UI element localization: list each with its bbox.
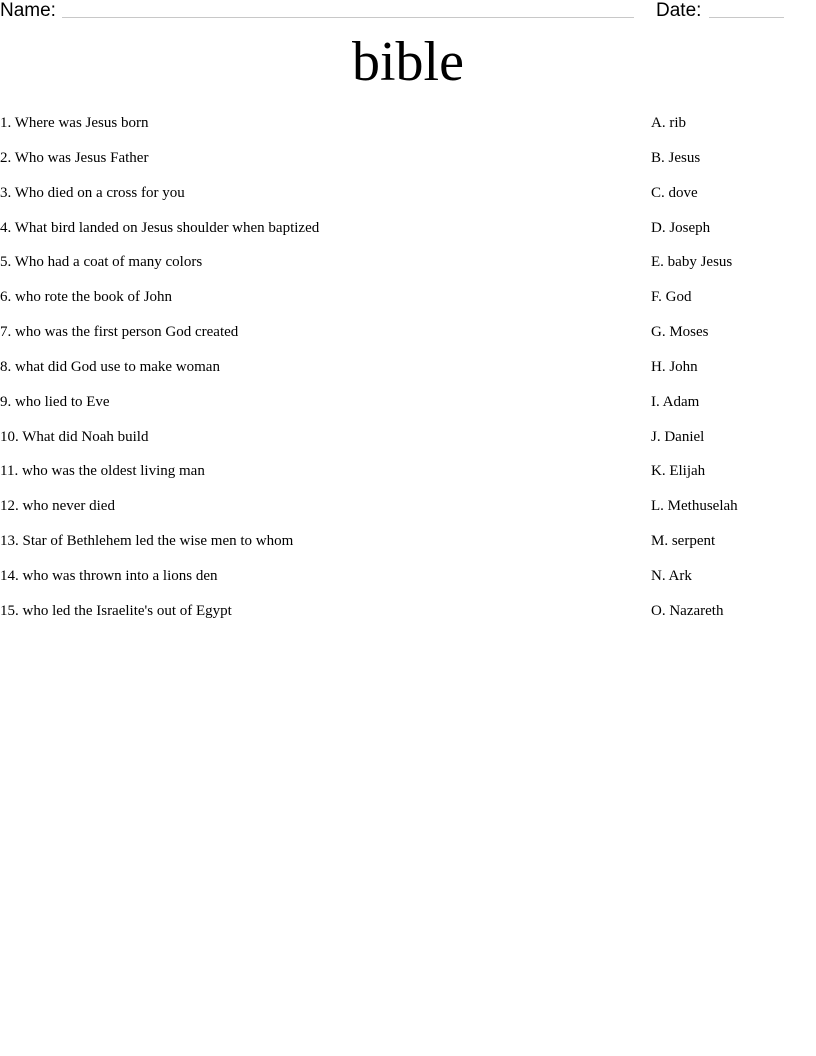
answer-item: O. Nazareth: [651, 602, 724, 619]
answer-item: E. baby Jesus: [651, 254, 733, 271]
answer-item: I. Adam: [651, 393, 700, 410]
question-item: 7. who was the first person God created: [0, 324, 239, 341]
answer-item: L. Methuselah: [651, 498, 738, 515]
answer-item: C. dove: [651, 184, 698, 201]
question-item: 5. Who had a coat of many colors: [0, 254, 203, 271]
question-item: 6. who rote the book of John: [0, 289, 173, 306]
questions-list: [0, 113, 319, 636]
question-item: 10. What did Noah build: [0, 428, 149, 445]
answer-item: G. Moses: [651, 324, 709, 341]
answer-item: B. Jesus: [651, 149, 701, 166]
answer-item: A. rib: [651, 115, 686, 131]
worksheet-title: bible: [352, 31, 464, 93]
answer-item: F. God: [651, 289, 692, 306]
question-item: 9. who lied to Eve: [0, 393, 110, 410]
question-item: 13. Star of Bethlehem led the wise men to whom: [0, 533, 294, 550]
name-blank-line: [62, 17, 634, 18]
question-item: 15. who led the Israelite's out of Egypt: [0, 602, 232, 619]
question-item: 4. What bird landed on Jesus shoulder when baptized: [0, 219, 320, 236]
question-item: 1. Where was Jesus born: [0, 115, 149, 131]
worksheet-header: [0, 0, 816, 24]
date-label: Date:: [656, 0, 702, 21]
question-item: 3. Who died on a cross for you: [0, 184, 185, 201]
answer-item: N. Ark: [651, 567, 692, 584]
question-item: 2. Who was Jesus Father: [0, 149, 149, 166]
answer-item: K. Elijah: [651, 463, 706, 480]
question-item: 8. what did God use to make woman: [0, 358, 220, 375]
question-item: 14. who was thrown into a lions den: [0, 567, 218, 584]
question-item: 12. who never died: [0, 498, 115, 515]
answer-item: J. Daniel: [651, 428, 705, 445]
answers-list: [651, 113, 738, 636]
answer-item: D. Joseph: [651, 219, 711, 236]
date-blank-line: [709, 17, 784, 18]
answer-item: M. serpent: [651, 533, 716, 550]
name-label: Name:: [0, 0, 56, 21]
answer-item: H. John: [651, 358, 698, 375]
question-item: 11. who was the oldest living man: [0, 463, 205, 480]
